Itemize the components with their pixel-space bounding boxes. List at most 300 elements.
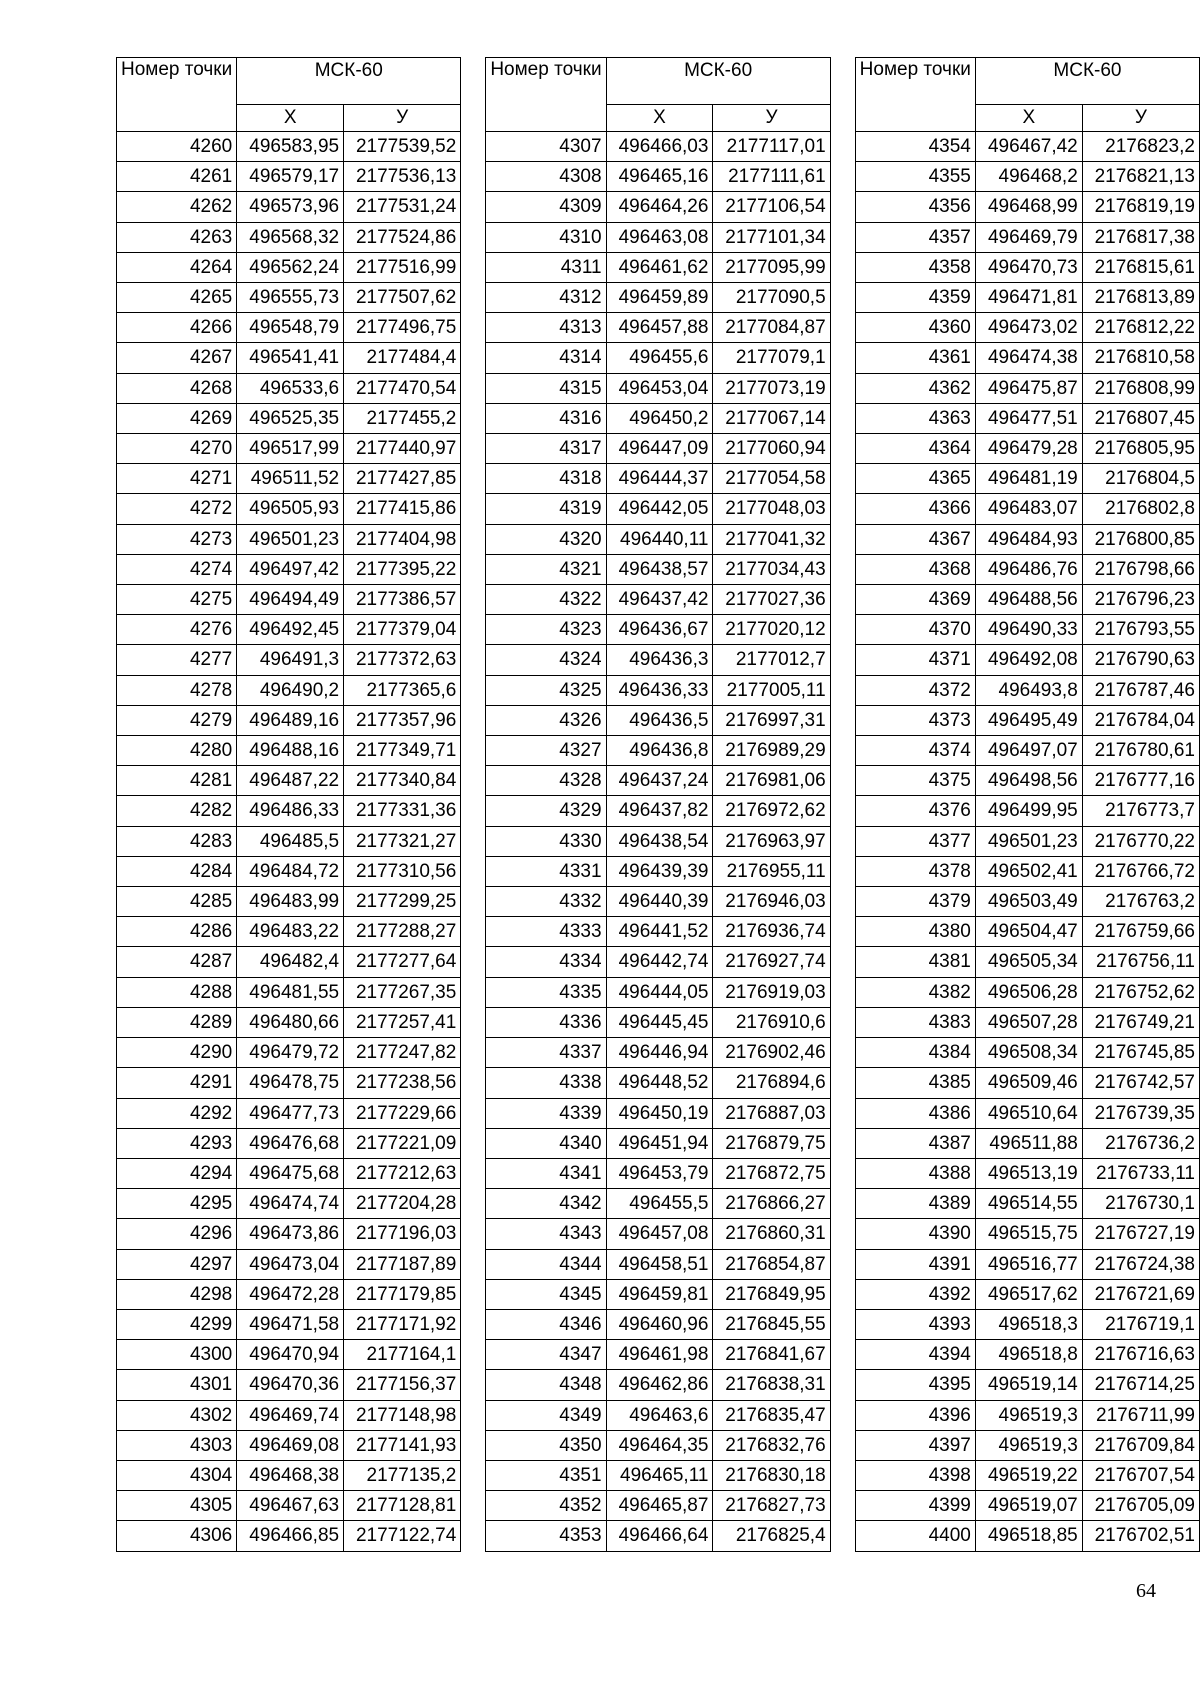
table-row [117, 856, 461, 886]
table-row [117, 192, 461, 222]
cell-point-number: 4340 [486, 1128, 606, 1158]
cell-y: 2176745,85 [1082, 1038, 1199, 1068]
cell-x: 496448,52 [606, 1068, 713, 1098]
cell-y: 2176927,74 [713, 947, 830, 977]
table-row [117, 1521, 461, 1551]
cell-y: 2177440,97 [344, 434, 461, 464]
table-row [486, 494, 830, 524]
cell-y: 2177179,85 [344, 1279, 461, 1309]
cell-point-number: 4294 [117, 1158, 237, 1188]
table-row [486, 766, 830, 796]
table-row [855, 494, 1199, 524]
cell-point-number: 4377 [855, 826, 975, 856]
cell-point-number: 4291 [117, 1068, 237, 1098]
cell-y: 2177539,52 [344, 132, 461, 162]
cell-y: 2176825,4 [713, 1521, 830, 1551]
cell-point-number: 4278 [117, 675, 237, 705]
cell-point-number: 4378 [855, 856, 975, 886]
cell-point-number: 4266 [117, 313, 237, 343]
cell-x: 496518,3 [975, 1309, 1082, 1339]
cell-x: 496533,6 [237, 373, 344, 403]
cell-x: 496461,62 [606, 252, 713, 282]
table-row [855, 464, 1199, 494]
cell-point-number: 4265 [117, 283, 237, 313]
cell-point-number: 4325 [486, 675, 606, 705]
table-row [486, 675, 830, 705]
table-row [117, 1098, 461, 1128]
cell-x: 496583,95 [237, 132, 344, 162]
cell-y: 2177212,63 [344, 1158, 461, 1188]
table-row [486, 434, 830, 464]
cell-x: 496470,94 [237, 1340, 344, 1370]
cell-x: 496465,87 [606, 1491, 713, 1521]
cell-x: 496469,08 [237, 1430, 344, 1460]
table-row [486, 1430, 830, 1460]
table-row [486, 1038, 830, 1068]
cell-x: 496483,07 [975, 494, 1082, 524]
table-row [855, 796, 1199, 826]
cell-y: 2176709,84 [1082, 1430, 1199, 1460]
cell-y: 2176742,57 [1082, 1068, 1199, 1098]
cell-point-number: 4354 [855, 132, 975, 162]
cell-x: 496468,38 [237, 1460, 344, 1490]
table-row [855, 917, 1199, 947]
cell-y: 2177122,74 [344, 1521, 461, 1551]
table-row [855, 434, 1199, 464]
table-row [486, 1340, 830, 1370]
cell-y: 2177128,81 [344, 1491, 461, 1521]
header-y: У [713, 105, 830, 132]
cell-y: 2176739,35 [1082, 1098, 1199, 1128]
coordinate-tables [116, 57, 1200, 1552]
header-x: X [975, 105, 1082, 132]
cell-x: 496468,2 [975, 162, 1082, 192]
cell-point-number: 4337 [486, 1038, 606, 1068]
cell-y: 2177135,2 [344, 1460, 461, 1490]
cell-x: 496502,41 [975, 856, 1082, 886]
table-row [117, 645, 461, 675]
cell-point-number: 4391 [855, 1249, 975, 1279]
cell-x: 496464,35 [606, 1430, 713, 1460]
cell-x: 496481,19 [975, 464, 1082, 494]
cell-x: 496513,19 [975, 1158, 1082, 1188]
cell-y: 2177041,32 [713, 524, 830, 554]
cell-x: 496462,86 [606, 1370, 713, 1400]
cell-y: 2176810,58 [1082, 343, 1199, 373]
cell-y: 2176790,63 [1082, 645, 1199, 675]
cell-y: 2176784,04 [1082, 705, 1199, 735]
cell-point-number: 4276 [117, 615, 237, 645]
cell-point-number: 4263 [117, 222, 237, 252]
cell-y: 2176963,97 [713, 826, 830, 856]
cell-x: 496466,03 [606, 132, 713, 162]
cell-y: 2177196,03 [344, 1219, 461, 1249]
cell-x: 496469,74 [237, 1400, 344, 1430]
cell-point-number: 4389 [855, 1189, 975, 1219]
cell-y: 2177386,57 [344, 585, 461, 615]
cell-point-number: 4349 [486, 1400, 606, 1430]
cell-point-number: 4270 [117, 434, 237, 464]
table-row [855, 283, 1199, 313]
cell-y: 2176759,66 [1082, 917, 1199, 947]
table-row [117, 373, 461, 403]
table-row [486, 373, 830, 403]
cell-point-number: 4275 [117, 585, 237, 615]
cell-x: 496511,88 [975, 1128, 1082, 1158]
cell-x: 496519,22 [975, 1460, 1082, 1490]
table-row [855, 1189, 1199, 1219]
cell-y: 2176805,95 [1082, 434, 1199, 464]
cell-point-number: 4347 [486, 1340, 606, 1370]
table-row [855, 947, 1199, 977]
cell-point-number: 4368 [855, 554, 975, 584]
cell-point-number: 4267 [117, 343, 237, 373]
cell-point-number: 4398 [855, 1460, 975, 1490]
cell-y: 2176721,69 [1082, 1279, 1199, 1309]
cell-point-number: 4355 [855, 162, 975, 192]
cell-y: 2176830,18 [713, 1460, 830, 1490]
cell-point-number: 4322 [486, 585, 606, 615]
cell-point-number: 4370 [855, 615, 975, 645]
table-row [117, 464, 461, 494]
table-row [117, 1460, 461, 1490]
cell-x: 496438,54 [606, 826, 713, 856]
cell-x: 496487,22 [237, 766, 344, 796]
cell-point-number: 4287 [117, 947, 237, 977]
table-row [855, 1460, 1199, 1490]
cell-point-number: 4318 [486, 464, 606, 494]
cell-x: 496450,2 [606, 403, 713, 433]
table-row [486, 796, 830, 826]
cell-point-number: 4310 [486, 222, 606, 252]
table-row [486, 343, 830, 373]
cell-point-number: 4392 [855, 1279, 975, 1309]
table-row [855, 1219, 1199, 1249]
cell-y: 2176733,11 [1082, 1158, 1199, 1188]
cell-x: 496472,28 [237, 1279, 344, 1309]
cell-point-number: 4394 [855, 1340, 975, 1370]
table-row [486, 705, 830, 735]
cell-x: 496453,79 [606, 1158, 713, 1188]
cell-x: 496467,63 [237, 1491, 344, 1521]
cell-point-number: 4365 [855, 464, 975, 494]
cell-x: 496444,37 [606, 464, 713, 494]
table-row [117, 434, 461, 464]
cell-y: 2176730,1 [1082, 1189, 1199, 1219]
cell-y: 2176860,31 [713, 1219, 830, 1249]
table-row [855, 524, 1199, 554]
table-row [117, 977, 461, 1007]
cell-x: 496498,56 [975, 766, 1082, 796]
coord-table-1 [116, 57, 461, 1552]
cell-x: 496499,95 [975, 796, 1082, 826]
table-row [855, 1007, 1199, 1037]
cell-point-number: 4345 [486, 1279, 606, 1309]
table-row [117, 1158, 461, 1188]
cell-x: 496474,74 [237, 1189, 344, 1219]
cell-x: 496508,34 [975, 1038, 1082, 1068]
cell-point-number: 4307 [486, 132, 606, 162]
cell-y: 2176887,03 [713, 1098, 830, 1128]
cell-point-number: 4388 [855, 1158, 975, 1188]
table-row [855, 645, 1199, 675]
cell-y: 2177455,2 [344, 403, 461, 433]
cell-y: 2177204,28 [344, 1189, 461, 1219]
cell-point-number: 4309 [486, 192, 606, 222]
cell-x: 496519,14 [975, 1370, 1082, 1400]
cell-x: 496475,68 [237, 1158, 344, 1188]
cell-y: 2176756,11 [1082, 947, 1199, 977]
table-body [486, 132, 830, 1552]
cell-y: 2176936,74 [713, 917, 830, 947]
cell-x: 496446,94 [606, 1038, 713, 1068]
table-row [486, 464, 830, 494]
cell-x: 496503,49 [975, 887, 1082, 917]
cell-y: 2177331,36 [344, 796, 461, 826]
cell-point-number: 4316 [486, 403, 606, 433]
cell-point-number: 4346 [486, 1309, 606, 1339]
table-row [117, 554, 461, 584]
cell-y: 2177277,64 [344, 947, 461, 977]
cell-y: 2176832,76 [713, 1430, 830, 1460]
table-row [486, 222, 830, 252]
table-row [117, 675, 461, 705]
cell-point-number: 4350 [486, 1430, 606, 1460]
cell-x: 496519,3 [975, 1400, 1082, 1430]
table-row [486, 917, 830, 947]
cell-point-number: 4323 [486, 615, 606, 645]
cell-y: 2176749,21 [1082, 1007, 1199, 1037]
cell-point-number: 4334 [486, 947, 606, 977]
cell-x: 496476,68 [237, 1128, 344, 1158]
cell-y: 2177156,37 [344, 1370, 461, 1400]
cell-y: 2177379,04 [344, 615, 461, 645]
cell-point-number: 4341 [486, 1158, 606, 1188]
cell-x: 496461,98 [606, 1340, 713, 1370]
cell-point-number: 4390 [855, 1219, 975, 1249]
cell-y: 2177340,84 [344, 766, 461, 796]
cell-y: 2177507,62 [344, 283, 461, 313]
cell-x: 496482,4 [237, 947, 344, 977]
cell-x: 496494,49 [237, 585, 344, 615]
cell-point-number: 4353 [486, 1521, 606, 1551]
cell-point-number: 4400 [855, 1521, 975, 1551]
table-row [117, 887, 461, 917]
cell-x: 496437,24 [606, 766, 713, 796]
cell-y: 2177048,03 [713, 494, 830, 524]
cell-point-number: 4375 [855, 766, 975, 796]
cell-y: 2177524,86 [344, 222, 461, 252]
cell-y: 2177267,35 [344, 977, 461, 1007]
cell-y: 2176821,13 [1082, 162, 1199, 192]
table-row [117, 1430, 461, 1460]
table-row [117, 1007, 461, 1037]
cell-x: 496473,02 [975, 313, 1082, 343]
cell-point-number: 4363 [855, 403, 975, 433]
table-row [117, 343, 461, 373]
table-row [486, 1068, 830, 1098]
cell-y: 2176819,19 [1082, 192, 1199, 222]
cell-x: 496519,3 [975, 1430, 1082, 1460]
cell-point-number: 4273 [117, 524, 237, 554]
table-row [855, 192, 1199, 222]
table-row [486, 1491, 830, 1521]
cell-point-number: 4396 [855, 1400, 975, 1430]
cell-point-number: 4293 [117, 1128, 237, 1158]
cell-point-number: 4393 [855, 1309, 975, 1339]
cell-y: 2176894,6 [713, 1068, 830, 1098]
cell-y: 2176798,66 [1082, 554, 1199, 584]
cell-y: 2176845,55 [713, 1309, 830, 1339]
cell-x: 496490,33 [975, 615, 1082, 645]
cell-x: 496518,8 [975, 1340, 1082, 1370]
cell-y: 2176817,38 [1082, 222, 1199, 252]
table-row [486, 192, 830, 222]
page-number: 64 [1136, 1580, 1156, 1602]
cell-x: 496492,08 [975, 645, 1082, 675]
cell-y: 2177111,61 [713, 162, 830, 192]
table-row [486, 1158, 830, 1188]
cell-y: 2177101,34 [713, 222, 830, 252]
cell-point-number: 4279 [117, 705, 237, 735]
table-row [486, 615, 830, 645]
table-row [855, 343, 1199, 373]
cell-point-number: 4352 [486, 1491, 606, 1521]
table-row [855, 1068, 1199, 1098]
table-row [486, 1249, 830, 1279]
cell-point-number: 4369 [855, 585, 975, 615]
cell-x: 496479,72 [237, 1038, 344, 1068]
cell-point-number: 4290 [117, 1038, 237, 1068]
table-row [117, 1038, 461, 1068]
table-row [486, 524, 830, 554]
cell-point-number: 4328 [486, 766, 606, 796]
table-row [855, 1038, 1199, 1068]
cell-x: 496568,32 [237, 222, 344, 252]
table-row [855, 373, 1199, 403]
cell-point-number: 4383 [855, 1007, 975, 1037]
table-row [117, 705, 461, 735]
table-row [486, 585, 830, 615]
cell-x: 496437,42 [606, 585, 713, 615]
cell-y: 2176773,7 [1082, 796, 1199, 826]
cell-x: 496442,05 [606, 494, 713, 524]
table-row [855, 826, 1199, 856]
cell-point-number: 4351 [486, 1460, 606, 1490]
cell-x: 496541,41 [237, 343, 344, 373]
cell-y: 2176919,03 [713, 977, 830, 1007]
table-row [486, 645, 830, 675]
cell-point-number: 4284 [117, 856, 237, 886]
cell-x: 496479,28 [975, 434, 1082, 464]
cell-y: 2176815,61 [1082, 252, 1199, 282]
table-row [855, 1098, 1199, 1128]
cell-point-number: 4271 [117, 464, 237, 494]
table-row [117, 403, 461, 433]
cell-y: 2177141,93 [344, 1430, 461, 1460]
cell-point-number: 4315 [486, 373, 606, 403]
table-row [117, 1309, 461, 1339]
table-row [486, 1400, 830, 1430]
coord-table-3 [855, 57, 1200, 1552]
table-row [486, 403, 830, 433]
cell-x: 496441,52 [606, 917, 713, 947]
cell-x: 496469,79 [975, 222, 1082, 252]
cell-point-number: 4283 [117, 826, 237, 856]
cell-x: 496481,55 [237, 977, 344, 1007]
cell-point-number: 4342 [486, 1189, 606, 1219]
cell-point-number: 4384 [855, 1038, 975, 1068]
cell-x: 496488,16 [237, 736, 344, 766]
cell-point-number: 4330 [486, 826, 606, 856]
cell-x: 496493,8 [975, 675, 1082, 705]
cell-y: 2177321,27 [344, 826, 461, 856]
cell-y: 2176989,29 [713, 736, 830, 766]
table-row [117, 1219, 461, 1249]
cell-x: 496507,28 [975, 1007, 1082, 1037]
cell-y: 2177365,6 [344, 675, 461, 705]
cell-x: 496459,89 [606, 283, 713, 313]
cell-x: 496466,64 [606, 1521, 713, 1551]
table-row [486, 1309, 830, 1339]
cell-x: 496497,42 [237, 554, 344, 584]
cell-y: 2176835,47 [713, 1400, 830, 1430]
table-row [855, 403, 1199, 433]
cell-x: 496468,99 [975, 192, 1082, 222]
cell-point-number: 4306 [117, 1521, 237, 1551]
cell-x: 496517,62 [975, 1279, 1082, 1309]
cell-point-number: 4261 [117, 162, 237, 192]
cell-y: 2176787,46 [1082, 675, 1199, 705]
cell-y: 2177229,66 [344, 1098, 461, 1128]
cell-x: 496460,96 [606, 1309, 713, 1339]
cell-x: 496465,16 [606, 162, 713, 192]
cell-point-number: 4374 [855, 736, 975, 766]
cell-point-number: 4269 [117, 403, 237, 433]
cell-x: 496483,99 [237, 887, 344, 917]
cell-point-number: 4331 [486, 856, 606, 886]
table-row [855, 856, 1199, 886]
table-row [486, 826, 830, 856]
cell-point-number: 4302 [117, 1400, 237, 1430]
cell-point-number: 4317 [486, 434, 606, 464]
cell-point-number: 4292 [117, 1098, 237, 1128]
cell-y: 2176849,95 [713, 1279, 830, 1309]
cell-x: 496458,51 [606, 1249, 713, 1279]
table-row [486, 1007, 830, 1037]
table-row [855, 887, 1199, 917]
header-y: У [344, 105, 461, 132]
cell-y: 2176800,85 [1082, 524, 1199, 554]
cell-y: 2176804,5 [1082, 464, 1199, 494]
cell-point-number: 4274 [117, 554, 237, 584]
table-row [855, 766, 1199, 796]
cell-x: 496486,33 [237, 796, 344, 826]
cell-point-number: 4329 [486, 796, 606, 826]
table-row [117, 1340, 461, 1370]
cell-y: 2177187,89 [344, 1249, 461, 1279]
cell-x: 496484,93 [975, 524, 1082, 554]
table-row [117, 585, 461, 615]
table-row [855, 1400, 1199, 1430]
cell-y: 2177020,12 [713, 615, 830, 645]
cell-x: 496438,57 [606, 554, 713, 584]
table-row [486, 1128, 830, 1158]
cell-x: 496466,85 [237, 1521, 344, 1551]
cell-x: 496453,04 [606, 373, 713, 403]
cell-point-number: 4376 [855, 796, 975, 826]
cell-x: 496490,2 [237, 675, 344, 705]
